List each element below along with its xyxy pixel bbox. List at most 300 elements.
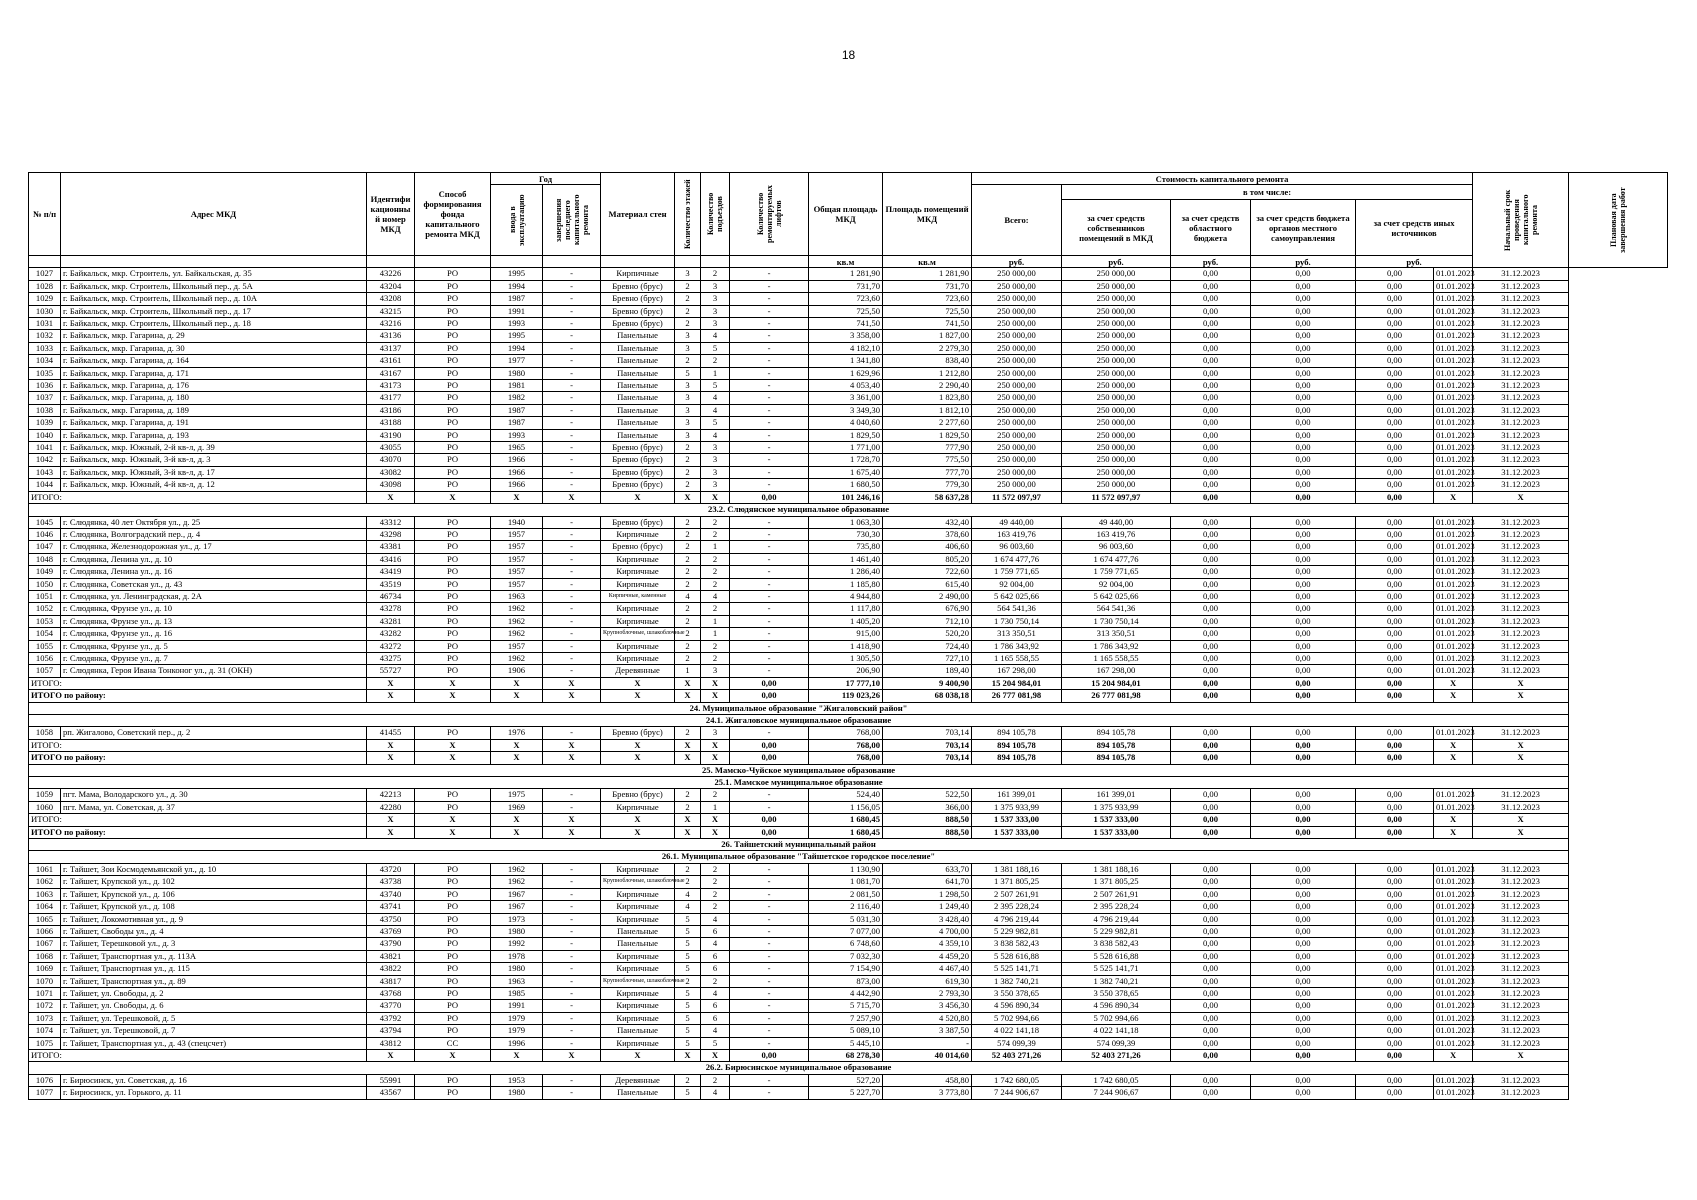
cell-floors: 3 — [675, 380, 701, 392]
cell-rooms-area: 722,60 — [883, 566, 972, 578]
cell-cost-total: 92 004,00 — [972, 578, 1062, 590]
section-heading-row — [29, 851, 1668, 863]
units-blank-10 — [730, 256, 809, 268]
cell-end: 31.12.2023 — [1473, 628, 1569, 640]
cell-address: г. Байкальск, мкр. Гагарина, д. 191 — [61, 417, 367, 429]
cell-entrances: 3 — [701, 665, 730, 677]
cell-end: 31.12.2023 — [1473, 615, 1569, 627]
cell-total-area: 2 116,40 — [809, 901, 883, 913]
cell-cost-total: 1 786 343,92 — [972, 640, 1062, 652]
cell-lifts: - — [730, 330, 809, 342]
cell-wall: Кирпичные — [601, 963, 675, 975]
cell-end: X — [1473, 826, 1569, 838]
cell-floors: 5 — [675, 963, 701, 975]
cell-year: 1995 — [491, 268, 543, 280]
table-row — [29, 1037, 1668, 1049]
cell-cost-owners: 1 382 740,21 — [1062, 975, 1171, 987]
cell-address: г. Тайшет, Крупской ул., д. 102 — [61, 876, 367, 888]
cell-address: г. Байкальск, мкр. Строитель, Школьный пер., д. 5А — [61, 280, 367, 292]
cell-cost-local: 0,00 — [1251, 541, 1356, 553]
cell-cost-other: 0,00 — [1356, 665, 1434, 677]
cell-wall: Деревянные — [601, 665, 675, 677]
cell-cost-owners: 250 000,00 — [1062, 293, 1171, 305]
cell-year-repair: - — [543, 355, 601, 367]
cell-year-repair: - — [543, 268, 601, 280]
cell-num: 1055 — [29, 640, 61, 652]
cell-year: 1982 — [491, 392, 543, 404]
cell-cost-owners: 250 000,00 — [1062, 330, 1171, 342]
cell-num: 1033 — [29, 342, 61, 354]
cell-entrances: X — [701, 690, 730, 702]
cell-end: 31.12.2023 — [1473, 665, 1569, 677]
cell-ident: 43738 — [367, 876, 415, 888]
cell-cost-owners: 250 000,00 — [1062, 417, 1171, 429]
cell-wall: Бревно (брус) — [601, 280, 675, 292]
cell-start: 01.01.2023 — [1434, 652, 1473, 664]
cell-entrances: 5 — [701, 342, 730, 354]
cell-year: 1967 — [491, 901, 543, 913]
cell-lifts: - — [730, 901, 809, 913]
section-heading: 24.1. Жигаловское муниципальное образование — [29, 715, 1569, 727]
cell-wall: X — [601, 1049, 675, 1061]
cell-cost-other: 0,00 — [1356, 913, 1434, 925]
table-row — [29, 268, 1668, 280]
cell-rooms-area: 40 014,60 — [883, 1049, 972, 1061]
cell-cost-local: 0,00 — [1251, 975, 1356, 987]
cell-year-repair: - — [543, 330, 601, 342]
cell-floors: 2 — [675, 280, 701, 292]
cell-rooms-area: 1 281,90 — [883, 268, 972, 280]
total-label: ИТОГО: — [29, 677, 367, 689]
cell-entrances: 3 — [701, 442, 730, 454]
cell-start: 01.01.2023 — [1434, 318, 1473, 330]
cell-num: 1047 — [29, 541, 61, 553]
cell-cost-other: 0,00 — [1356, 466, 1434, 478]
cell-rooms-area: 3 387,50 — [883, 1025, 972, 1037]
cell-cost-local: 0,00 — [1251, 826, 1356, 838]
cell-lifts: - — [730, 528, 809, 540]
cell-cost-total: 11 572 097,97 — [972, 491, 1062, 503]
table-row — [29, 628, 1668, 640]
cell-cost-regional: 0,00 — [1171, 516, 1251, 528]
cell-cost-total: 564 541,36 — [972, 603, 1062, 615]
table-row — [29, 938, 1668, 950]
cell-ident: 46734 — [367, 590, 415, 602]
cell-cost-local: 0,00 — [1251, 318, 1356, 330]
cell-cost-regional: 0,00 — [1171, 305, 1251, 317]
cell-ident: 43204 — [367, 280, 415, 292]
table-row — [29, 1012, 1668, 1024]
table-row — [29, 367, 1668, 379]
cell-address: г. Байкальск, мкр. Гагарина, д. 164 — [61, 355, 367, 367]
cell-lifts: - — [730, 342, 809, 354]
cell-method: РО — [415, 1025, 491, 1037]
cell-cost-local: 0,00 — [1251, 801, 1356, 813]
cell-year-repair: - — [543, 1037, 601, 1049]
cell-cost-other: 0,00 — [1356, 901, 1434, 913]
cell-end: 31.12.2023 — [1473, 963, 1569, 975]
cell-floors: X — [675, 690, 701, 702]
cell-rooms-area: 712,10 — [883, 615, 972, 627]
cell-cost-total: 7 244 906,67 — [972, 1087, 1062, 1099]
cell-wall: Бревно (брус) — [601, 516, 675, 528]
cell-year-repair: - — [543, 1087, 601, 1099]
cell-year-repair: - — [543, 913, 601, 925]
cell-wall: Бревно (брус) — [601, 293, 675, 305]
cell-start: 01.01.2023 — [1434, 342, 1473, 354]
cell-end: X — [1473, 677, 1569, 689]
cell-method: РО — [415, 429, 491, 441]
total-label: ИТОГО: — [29, 814, 367, 826]
cell-address: пгт. Мама, ул. Советская, д. 37 — [61, 801, 367, 813]
cell-entrances: 2 — [701, 640, 730, 652]
cell-num: 1039 — [29, 417, 61, 429]
cell-cost-local: 0,00 — [1251, 454, 1356, 466]
cell-cost-other: 0,00 — [1356, 355, 1434, 367]
cell-cost-owners: 5 642 025,66 — [1062, 590, 1171, 602]
cell-method: РО — [415, 578, 491, 590]
cell-ident: X — [367, 814, 415, 826]
cell-cost-regional: 0,00 — [1171, 442, 1251, 454]
cell-cost-owners: 2 507 261,91 — [1062, 888, 1171, 900]
section-heading: 26.2. Бирюсинское муниципальное образование — [29, 1062, 1569, 1074]
cell-rooms-area: 724,40 — [883, 640, 972, 652]
cell-ident: X — [367, 677, 415, 689]
cell-floors: X — [675, 1049, 701, 1061]
cell-year-repair: - — [543, 553, 601, 565]
cell-cost-local: 0,00 — [1251, 913, 1356, 925]
cell-entrances: 4 — [701, 590, 730, 602]
district-total-row — [29, 752, 1668, 764]
section-heading-row — [29, 504, 1668, 516]
cell-ident: 43419 — [367, 566, 415, 578]
cell-cost-total: 250 000,00 — [972, 305, 1062, 317]
cell-cost-total: 1 371 805,25 — [972, 876, 1062, 888]
cell-address: г. Слюдянка, Фрунзе ул., д. 16 — [61, 628, 367, 640]
cell-wall: Панельные — [601, 1087, 675, 1099]
cell-cost-owners: 250 000,00 — [1062, 268, 1171, 280]
cell-lifts: - — [730, 665, 809, 677]
total-label: ИТОГО по району: — [29, 752, 367, 764]
cell-total-area: 7 077,00 — [809, 925, 883, 937]
cell-floors: 5 — [675, 925, 701, 937]
cell-year: 1987 — [491, 404, 543, 416]
cell-cost-other: 0,00 — [1356, 652, 1434, 664]
col-including: в том числе: — [1062, 185, 1473, 200]
cell-cost-owners: 5 229 982,81 — [1062, 925, 1171, 937]
cell-rooms-area: 458,80 — [883, 1074, 972, 1086]
cell-start: X — [1434, 677, 1473, 689]
cell-cost-local: 0,00 — [1251, 566, 1356, 578]
cell-lifts: - — [730, 367, 809, 379]
cell-entrances: 5 — [701, 380, 730, 392]
cell-num: 1046 — [29, 528, 61, 540]
cell-cost-regional: 0,00 — [1171, 1049, 1251, 1061]
cell-rooms-area: 1 298,50 — [883, 888, 972, 900]
cell-method: РО — [415, 876, 491, 888]
cell-cost-regional: 0,00 — [1171, 491, 1251, 503]
units-blank-8 — [675, 256, 701, 268]
cell-year-repair: - — [543, 318, 601, 330]
cell-wall: Кирпичные — [601, 528, 675, 540]
cell-floors: 5 — [675, 1025, 701, 1037]
table-row — [29, 466, 1668, 478]
cell-entrances: 1 — [701, 615, 730, 627]
cell-num: 1066 — [29, 925, 61, 937]
cell-lifts: - — [730, 417, 809, 429]
cell-rooms-area: - — [883, 1037, 972, 1049]
cell-num: 1053 — [29, 615, 61, 627]
cell-method: X — [415, 739, 491, 751]
cell-entrances: 2 — [701, 603, 730, 615]
cell-address: г. Слюдянка, Фрунзе ул., д. 13 — [61, 615, 367, 627]
cell-year-repair: - — [543, 528, 601, 540]
cell-total-area: 4 442,90 — [809, 987, 883, 999]
cell-floors: 3 — [675, 417, 701, 429]
table-row — [29, 392, 1668, 404]
cell-cost-local: 0,00 — [1251, 355, 1356, 367]
cell-total-area: 768,00 — [809, 752, 883, 764]
cell-cost-other: 0,00 — [1356, 429, 1434, 441]
cell-entrances: X — [701, 677, 730, 689]
cell-cost-regional: 0,00 — [1171, 268, 1251, 280]
cell-rooms-area: 4 359,10 — [883, 938, 972, 950]
cell-method: РО — [415, 330, 491, 342]
cell-total-area: 5 715,70 — [809, 1000, 883, 1012]
cell-start: 01.01.2023 — [1434, 665, 1473, 677]
cell-cost-other: 0,00 — [1356, 566, 1434, 578]
cell-total-area: 1 680,50 — [809, 479, 883, 491]
cell-cost-other: 0,00 — [1356, 1074, 1434, 1086]
table-row — [29, 280, 1668, 292]
cell-year: 1962 — [491, 863, 543, 875]
cell-total-area: 768,00 — [809, 739, 883, 751]
cell-num: 1048 — [29, 553, 61, 565]
table-row — [29, 342, 1668, 354]
cell-method: РО — [415, 615, 491, 627]
cell-ident: 43173 — [367, 380, 415, 392]
cell-lifts: - — [730, 615, 809, 627]
cell-ident: 43137 — [367, 342, 415, 354]
cell-num: 1031 — [29, 318, 61, 330]
cell-cost-other: 0,00 — [1356, 1037, 1434, 1049]
cell-cost-regional: 0,00 — [1171, 1025, 1251, 1037]
cell-method: РО — [415, 404, 491, 416]
cell-cost-total: 1 674 477,76 — [972, 553, 1062, 565]
cell-cost-local: 0,00 — [1251, 305, 1356, 317]
cell-total-area: 730,30 — [809, 528, 883, 540]
cell-cost-owners: 161 399,01 — [1062, 789, 1171, 801]
cell-year: X — [491, 826, 543, 838]
cell-cost-other: 0,00 — [1356, 330, 1434, 342]
cell-num: 1063 — [29, 888, 61, 900]
cell-ident: 43381 — [367, 541, 415, 553]
cell-cost-local: 0,00 — [1251, 1025, 1356, 1037]
cell-num: 1027 — [29, 268, 61, 280]
cell-cost-local: 0,00 — [1251, 1012, 1356, 1024]
cell-year: 1940 — [491, 516, 543, 528]
section-heading: 26. Тайшетский муниципальный район — [29, 839, 1569, 851]
cell-wall: Бревно (брус) — [601, 466, 675, 478]
cell-method: РО — [415, 553, 491, 565]
table-row — [29, 1025, 1668, 1037]
cell-cost-total: 5 528 616,88 — [972, 950, 1062, 962]
cell-cost-other: 0,00 — [1356, 690, 1434, 702]
cell-start: X — [1434, 752, 1473, 764]
cell-cost-other: 0,00 — [1356, 516, 1434, 528]
cell-wall: Панельные — [601, 380, 675, 392]
section-heading-row — [29, 839, 1668, 851]
cell-entrances: 4 — [701, 404, 730, 416]
cell-start: X — [1434, 1049, 1473, 1061]
cell-method: РО — [415, 342, 491, 354]
cell-cost-local: 0,00 — [1251, 442, 1356, 454]
cell-start: 01.01.2023 — [1434, 640, 1473, 652]
cell-total-area: 3 361,00 — [809, 392, 883, 404]
cell-cost-local: 0,00 — [1251, 1087, 1356, 1099]
cell-floors: 2 — [675, 466, 701, 478]
cell-year-repair: - — [543, 342, 601, 354]
cell-wall: Панельные — [601, 342, 675, 354]
cell-total-area: 1 185,80 — [809, 578, 883, 590]
cell-start: 01.01.2023 — [1434, 615, 1473, 627]
cell-rooms-area: 725,50 — [883, 305, 972, 317]
col-year-commission: ввода в эксплуатацию — [491, 185, 543, 256]
cell-cost-other: 0,00 — [1356, 789, 1434, 801]
cell-end: 31.12.2023 — [1473, 454, 1569, 466]
cell-cost-local: 0,00 — [1251, 789, 1356, 801]
cell-lifts: - — [730, 516, 809, 528]
cell-total-area: 527,20 — [809, 1074, 883, 1086]
cell-floors: 5 — [675, 1087, 701, 1099]
cell-rooms-area: 4 467,40 — [883, 963, 972, 975]
cell-wall: Панельные — [601, 355, 675, 367]
cell-cost-total: 250 000,00 — [972, 429, 1062, 441]
cell-rooms-area: 189,40 — [883, 665, 972, 677]
cell-num: 1059 — [29, 789, 61, 801]
cell-method: РО — [415, 913, 491, 925]
cell-method: РО — [415, 603, 491, 615]
cell-method: РО — [415, 987, 491, 999]
cell-address: г. Байкальск, мкр. Южный, 3-й кв-л, д. 17 — [61, 466, 367, 478]
cell-year: 1973 — [491, 913, 543, 925]
table-row — [29, 318, 1668, 330]
cell-total-area: 873,00 — [809, 975, 883, 987]
cell-total-area: 1 680,45 — [809, 826, 883, 838]
cell-total-area: 1 281,90 — [809, 268, 883, 280]
cell-method: РО — [415, 479, 491, 491]
total-label: ИТОГО по району: — [29, 690, 367, 702]
table-row — [29, 925, 1668, 937]
cell-cost-total: 250 000,00 — [972, 417, 1062, 429]
cell-start: 01.01.2023 — [1434, 1012, 1473, 1024]
cell-cost-regional: 0,00 — [1171, 566, 1251, 578]
cell-ident: 43281 — [367, 615, 415, 627]
cell-ident: 43770 — [367, 1000, 415, 1012]
cell-year-repair: - — [543, 479, 601, 491]
cell-ident: 43312 — [367, 516, 415, 528]
cell-address: г. Слюдянка, Волгоградский пер., д. 4 — [61, 528, 367, 540]
cell-end: 31.12.2023 — [1473, 987, 1569, 999]
cell-floors: 2 — [675, 355, 701, 367]
cell-start: 01.01.2023 — [1434, 367, 1473, 379]
cell-end: 31.12.2023 — [1473, 293, 1569, 305]
cell-end: 31.12.2023 — [1473, 442, 1569, 454]
cell-year: 1977 — [491, 355, 543, 367]
cell-method: РО — [415, 1000, 491, 1012]
cell-cost-local: 0,00 — [1251, 367, 1356, 379]
cell-total-area: 524,40 — [809, 789, 883, 801]
cell-ident: 43416 — [367, 553, 415, 565]
cell-cost-owners: 49 440,00 — [1062, 516, 1171, 528]
cell-rooms-area: 432,40 — [883, 516, 972, 528]
cell-rooms-area: 641,70 — [883, 876, 972, 888]
cell-year: 1993 — [491, 318, 543, 330]
cell-cost-total: 4 596 890,34 — [972, 1000, 1062, 1012]
cell-num: 1042 — [29, 454, 61, 466]
cell-end: X — [1473, 814, 1569, 826]
cell-lifts: - — [730, 1037, 809, 1049]
cell-cost-owners: 250 000,00 — [1062, 380, 1171, 392]
cell-floors: 5 — [675, 913, 701, 925]
table-row — [29, 801, 1668, 813]
units-blank-3 — [367, 256, 415, 268]
cell-num: 1037 — [29, 392, 61, 404]
col-cost-local: за счет средств бюджета органов местного самоуправления — [1251, 200, 1356, 256]
cell-cost-regional: 0,00 — [1171, 417, 1251, 429]
cell-cost-owners: 250 000,00 — [1062, 367, 1171, 379]
cell-wall: Крупноблочные, шлакоблочные — [601, 876, 675, 888]
cell-ident: 43298 — [367, 528, 415, 540]
cell-entrances: X — [701, 826, 730, 838]
cell-method: РО — [415, 590, 491, 602]
cell-entrances: 3 — [701, 479, 730, 491]
units-blank-7 — [601, 256, 675, 268]
cell-cost-regional: 0,00 — [1171, 541, 1251, 553]
cell-wall: X — [601, 752, 675, 764]
cell-ident: 43567 — [367, 1087, 415, 1099]
cell-wall: Кирпичные — [601, 863, 675, 875]
cell-start: 01.01.2023 — [1434, 1000, 1473, 1012]
cell-address: г. Бирюсинск, ул. Горького, д. 11 — [61, 1087, 367, 1099]
cell-cost-local: 0,00 — [1251, 603, 1356, 615]
cell-num: 1035 — [29, 367, 61, 379]
cell-num: 1060 — [29, 801, 61, 813]
cell-method: РО — [415, 901, 491, 913]
cell-address: г. Байкальск, мкр. Южный, 4-й кв-л, д. 12 — [61, 479, 367, 491]
cell-end: 31.12.2023 — [1473, 466, 1569, 478]
cell-cost-regional: 0,00 — [1171, 466, 1251, 478]
cell-address: г. Бирюсинск, ул. Советская, д. 16 — [61, 1074, 367, 1086]
table-row — [29, 442, 1668, 454]
cell-cost-owners: 1 674 477,76 — [1062, 553, 1171, 565]
table-row — [29, 417, 1668, 429]
cell-start: 01.01.2023 — [1434, 268, 1473, 280]
section-heading: 26.1. Муниципальное образование "Тайшетское городское поселение" — [29, 851, 1569, 863]
cell-year: 1975 — [491, 789, 543, 801]
cell-year: 1957 — [491, 528, 543, 540]
cell-rooms-area: 4 520,80 — [883, 1012, 972, 1024]
cell-cost-other: 0,00 — [1356, 888, 1434, 900]
cell-floors: 2 — [675, 516, 701, 528]
cell-total-area: 3 358,00 — [809, 330, 883, 342]
cell-cost-owners: 250 000,00 — [1062, 442, 1171, 454]
cell-cost-regional: 0,00 — [1171, 293, 1251, 305]
cell-cost-regional: 0,00 — [1171, 1000, 1251, 1012]
cell-cost-total: 1 742 680,05 — [972, 1074, 1062, 1086]
cell-year-repair: - — [543, 901, 601, 913]
cell-cost-owners: 5 528 616,88 — [1062, 950, 1171, 962]
